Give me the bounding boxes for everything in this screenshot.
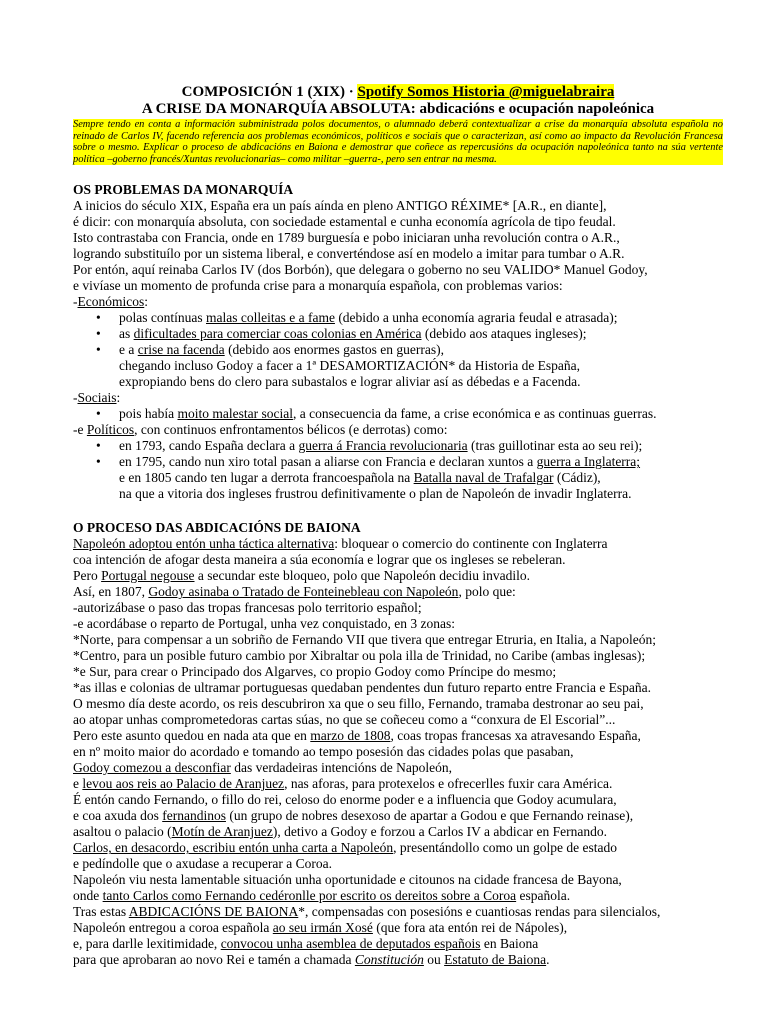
text-line: O mesmo día deste acordo, os reis descubriron xa que o seu fillo, Fernando, tramaba destronar ao seu pai, (73, 696, 644, 712)
text-line: e pedíndolle que o axudase a recuperar a Coroa. (73, 856, 333, 872)
text-line (73, 952, 723, 968)
underlined-text: Constitución (354, 952, 424, 968)
bullet-item (73, 454, 723, 470)
text-span: , nas aforas, para protexelos e ofrecerlles fuxir cara América. (284, 776, 613, 792)
text-line: en nº moito maior do acordado e tomando ao tempo posesión das cidades polas que pasaban, (73, 744, 574, 760)
title-prefix: COMPOSICIÓN 1 (XIX) · (181, 84, 358, 100)
text-span: a secundar este bloqueo, polo que Napoleón decidiu invadilo. (194, 568, 531, 584)
text-span: en Baiona (480, 936, 539, 952)
text-span: , polo que: (458, 584, 516, 600)
text-line (73, 568, 723, 584)
text-line (73, 808, 723, 824)
text-span: , coas tropas francesas xa atravesando España, (390, 728, 641, 744)
text-line: Isto contrastaba con Francia, onde en 1789 burguesía e pobo iniciaran unha revolución contra o A.R., (73, 230, 620, 246)
text-span: (Cádiz), (553, 470, 601, 486)
text-line: *Norte, para compensar a un sobriño de Fernando VII que tivera que entregar Etruria, en Italia, a Napoleón; (73, 632, 657, 648)
bullet-icon: • (96, 438, 101, 454)
underlined-text: Económicos (77, 294, 145, 310)
text-span: e a (119, 342, 138, 358)
text-line (73, 904, 723, 920)
text-span: das verdadeiras intencións de Napoleón, (230, 760, 453, 776)
text-line: Napoleón viu nesta lamentable situación unha oportunidade e citounos na cidade francesa de Bayona, (73, 872, 622, 888)
instructions-paragraph: Sempre tendo en conta a información subministrada polos documentos, o alumnado deberá contextualizar a crise da monarquía absoluta española no reinado de Carlos IV, facendo referencia aos problemas económicos, políticos e sociais que o caracterizan, así como ao impacto da Revolución Francesa sobre o mesmo. Explicar o proceso de abdicacións en Baiona e demostrar que coñece as repercusións da ocupación napoleónica tanto na súa vertente política –goberno francés/Xuntas revolucionarias– como militar –guerra-, pero sen entrar na mesma. (73, 119, 723, 165)
text-span: . (546, 952, 550, 968)
text-span: e en 1805 cando ten lugar a derrota francoespañola na (119, 470, 414, 486)
text-line: A inicios do século XIX, España era un país aínda en pleno ANTIGO RÉXIME* [A.R., en diante], (73, 198, 607, 214)
text-span: -e (73, 422, 87, 438)
text-span: Pero (73, 568, 102, 584)
text-span: : (116, 390, 121, 406)
bullet-icon: • (96, 406, 101, 422)
underlined-text: moito malestar social (177, 406, 293, 422)
underlined-text: convocou unha asemblea de deputados españois (220, 936, 481, 952)
text-line: logrando substituílo por un sistema liberal, e converténdose así en modelo a imitar para tumbar o A.R. (73, 246, 625, 262)
text-line (73, 776, 723, 792)
underlined-text: levou aos reis ao Palacio de Aranjuez (82, 776, 285, 792)
section-heading-abdicacions: O PROCESO DAS ABDICACIÓNS DE BAIONA (73, 520, 361, 536)
underlined-text: Godoy asinaba o Tratado de Fonteinebleau con Napoleón (148, 584, 459, 600)
text-span: ), detivo a Godoy e forzou a Carlos IV a abdicar en Fernando. (272, 824, 607, 840)
text-line: -autorizábase o paso das tropas francesas polo territorio español; (73, 600, 422, 616)
underlined-text: Godoy comezou a desconfiar (73, 760, 231, 776)
section-heading-problemas: OS PROBLEMAS DA MONARQUÍA (73, 182, 294, 198)
text-span: (tras guillotinar esta ao seu rei); (467, 438, 643, 454)
bullet-continuation: na que a vitoria dos ingleses frustrou definitivamente o plan de Napoleón de invadir Inglaterra. (119, 486, 632, 502)
text-span: , presentándollo como un golpe de estado (393, 840, 617, 856)
title-line-1 (73, 84, 723, 101)
text-span: Pero este asunto quedou en nada ata que en (73, 728, 311, 744)
underlined-text: Napoleón adoptou entón unha táctica alternativa (73, 536, 335, 552)
text-line (73, 760, 723, 776)
text-line: *Centro, para un posible futuro cambio por Xibraltar ou pola illa de Trinidad, no Caribe (ambas inglesas); (73, 648, 646, 664)
text-span: onde (73, 888, 103, 904)
bullet-continuation: expropiando bens do clero para subastalos e lograr aliviar así as débedas e a Facenda. (119, 374, 581, 390)
text-line: ao atopar unhas comprometedoras cartas súas, no que se coñeceu como a “conxura de El Escorial”... (73, 712, 616, 728)
bullet-item (73, 342, 723, 358)
text-line: é dicir: con monarquía absoluta, con sociedade estamental e cunha economía agrícola de tipo feudal. (73, 214, 616, 230)
text-span: Tras estas (73, 904, 129, 920)
bullet-icon: • (96, 310, 101, 326)
text-span: , a consecuencia da fame, a crise económica e as continuas guerras. (292, 406, 657, 422)
text-span: - (73, 294, 78, 310)
bullet-icon: • (96, 342, 101, 358)
text-span: asaltou o palacio ( (73, 824, 172, 840)
underlined-text: Portugal negouse (101, 568, 195, 584)
text-span: pois había (119, 406, 178, 422)
text-span: e coa axuda dos (73, 808, 163, 824)
text-span: (que fora ata entón rei de Nápoles), (372, 920, 568, 936)
text-line: e vivíase un momento de profunda crise para a monarquía española, con problemas varios: (73, 278, 563, 294)
bullet-icon: • (96, 326, 101, 342)
underlined-text: Motín de Aranjuez (171, 824, 273, 840)
text-span: , con continuos enfrontamentos bélicos (e derrotas) como: (134, 422, 448, 438)
bullet-continuation (73, 470, 723, 486)
underlined-text: Batalla naval de Trafalgar (413, 470, 554, 486)
text-line (73, 840, 723, 856)
underlined-text: malas colleitas e a fame (206, 310, 335, 326)
underlined-text: ABDICACIÓNS DE BAIONA (128, 904, 299, 920)
underlined-text: ao seu irmán Xosé (272, 920, 373, 936)
text-span: española. (516, 888, 571, 904)
text-span: e, para darlle lexitimidade, (73, 936, 221, 952)
underlined-text: Sociais (77, 390, 117, 406)
text-line: coa intención de afogar desta maneira a súa economía e lograr que os ingleses se rebeleran. (73, 552, 566, 568)
bullet-item (73, 310, 723, 326)
text-span: Napoleón entregou a coroa española (73, 920, 273, 936)
text-line: Por entón, aquí reinaba Carlos IV (dos Borbón), que delegara o goberno no seu VALIDO* Manuel Godoy, (73, 262, 648, 278)
underlined-text: guerra a Inglaterra; (536, 454, 641, 470)
bullet-continuation: chegando incluso Godoy a facer a 1ª DESAMORTIZACIÓN* da Historia de España, (119, 358, 581, 374)
text-span: (debido aos enormes gastos en guerras), (224, 342, 444, 358)
underlined-text: Carlos, en desacordo, escribiu entón unha carta a Napoleón (73, 840, 394, 856)
text-line (73, 888, 723, 904)
text-span: en 1795, cando nun xiro total pasan a aliarse con Francia e declaran xuntos a (119, 454, 537, 470)
underlined-text: fernandinos (162, 808, 226, 824)
text-span: - (73, 390, 78, 406)
text-line: *as illas e colonias de ultramar portuguesas quedaban pendentes dun futuro reparto entre Francia e España. (73, 680, 652, 696)
text-span: (debido a unha economía agraria feudal e atrasada); (334, 310, 618, 326)
underlined-text: Políticos (86, 422, 135, 438)
text-line (73, 728, 723, 744)
subheading-politicos (73, 422, 723, 438)
title-main: A CRISE DA MONARQUÍA ABSOLUTA: (141, 101, 416, 117)
text-span: en 1793, cando España declara a (119, 438, 299, 454)
underlined-text: crise na facenda (137, 342, 225, 358)
subheading-sociais (73, 390, 723, 406)
subheading-economicos (73, 294, 723, 310)
text-line (73, 936, 723, 952)
text-span: as (119, 326, 134, 342)
text-span: *, compensadas con posesións e cuantiosas rendas para silencialos, (298, 904, 661, 920)
text-span: ou (423, 952, 445, 968)
text-line (73, 824, 723, 840)
underlined-text: Estatuto de Baiona (444, 952, 547, 968)
text-line (73, 920, 723, 936)
text-span: para que aprobaran ao novo Rei e tamén a chamada (73, 952, 355, 968)
text-line (73, 584, 723, 600)
text-span: : (144, 294, 149, 310)
text-span: polas contínuas (119, 310, 206, 326)
text-span: : bloquear o comercio do continente con Inglaterra (334, 536, 608, 552)
underlined-text: guerra á Francia revolucionaria (298, 438, 468, 454)
text-line: *e Sur, para crear o Principado dos Algarves, co propio Godoy como Príncipe do mesmo; (73, 664, 557, 680)
bullet-item (73, 406, 723, 422)
text-span: e (73, 776, 83, 792)
text-line: É entón cando Fernando, o fillo do rei, celoso do enorme poder e a influencia que Godoy acumulara, (73, 792, 617, 808)
text-line (73, 536, 723, 552)
text-span: (debido aos ataques ingleses); (421, 326, 587, 342)
title-line-2 (73, 101, 723, 118)
bullet-icon: • (96, 454, 101, 470)
text-span: (un grupo de nobres desexoso de apartar a Godou e que Fernando reinase), (225, 808, 634, 824)
bullet-item (73, 326, 723, 342)
underlined-text: marzo de 1808 (310, 728, 391, 744)
text-span: Así, en 1807, (73, 584, 149, 600)
underlined-text: dificultades para comerciar coas colonias en América (133, 326, 422, 342)
bullet-item (73, 438, 723, 454)
title-sub: abdicacións e ocupación napoleónica (415, 101, 655, 117)
spotify-link[interactable]: Spotify Somos Historia @miguelabraira (357, 84, 615, 100)
text-line: -e acordábase o reparto de Portugal, unha vez conquistado, en 3 zonas: (73, 616, 455, 632)
document-title (73, 84, 723, 118)
underlined-text: tanto Carlos como Fernando cedéronlle por escrito os dereitos sobre a Coroa (102, 888, 517, 904)
